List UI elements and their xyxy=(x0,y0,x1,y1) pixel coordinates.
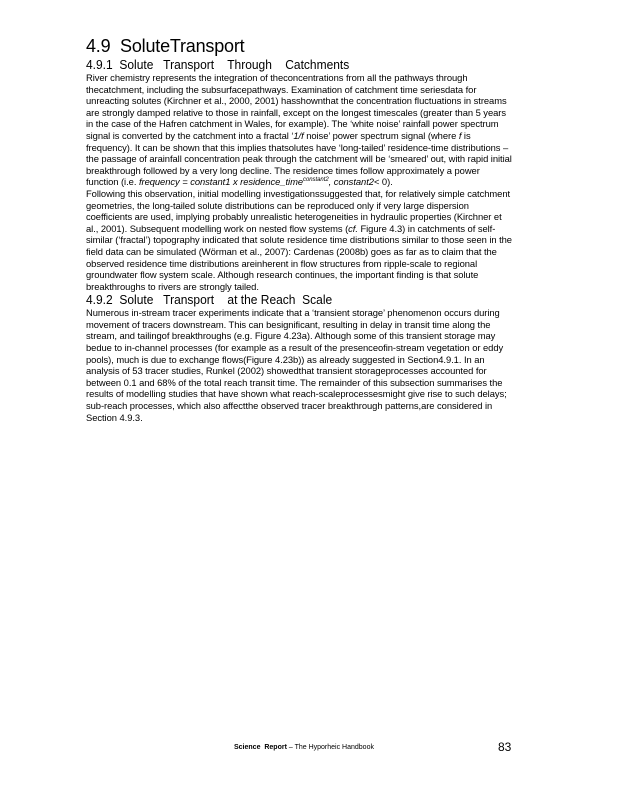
content xyxy=(86,36,514,423)
page-number: 83 xyxy=(498,740,512,754)
footer xyxy=(234,744,374,751)
section-title: SoluteTransport xyxy=(120,36,245,56)
subsection-title: Solute Transport Through Catchments xyxy=(119,57,350,73)
section-number: 4.9 xyxy=(86,36,111,56)
paragraph-1: River chemistry represents the integration of theconcentrations from all the pathways through thecatchment, including the subsurfacepathways. Examination of catchment time seriesdata for unreacting solutes (Kirchner et al., 2000, 2001) hasshownthat the concentration fluctuations in streams are strongly damped relative to those in rainfall, except on the longest timescales (greater than 5 years in the case of the Hafren catchment in Wales, for example). The ‘white noise’ rainfall power spectrum signal is converted by the catchment into a fractal ‘1/f noise’ power spectrum signal (where f is frequency). It can be shown that this implies thatsolutes have ‘long-tailed’ residence-time distributions – the passage of arainfall concentration peak through the catchment will be ‘smeared’ out, with rapid initial breakthrough followed by a very long decline. The residence times follow approximately a power function (i.e. frequency = constant1 x residence_time$^{constant2}$, constant2< 0). xyxy=(86,72,512,188)
subsection-heading-2 xyxy=(86,292,514,308)
paragraph-2: Following this observation, initial modelling investigationssuggested that, for relatively simple catchment geometries, the long-tailed solute distributions can be reproduced only if very large dispersion coefficients are used, implying probably unrealistic heterogeneities in hydraulic properties (Kirchner et al., 2001). Subsequent modelling work on nested flow systems (cf. Figure 4.3) in catchments of self-similar (‘fractal’) topography indicated that solute residence time distributions similar to those seen in the field data can be simulated (Wörman et al., 2007): Cardenas (2008b) goes as far as to claim that the observed residence time distributions areinherent in flow structures from ripple-scale to regional groundwater flow system scale. Although research continues, the important finding is that solute breakthroughs to rivers are strongly tailed. xyxy=(86,187,512,292)
section-heading xyxy=(86,36,514,57)
subsection-title: Solute Transport at the Reach Scale xyxy=(119,292,333,308)
subsection-number: 4.9.2 xyxy=(86,292,113,308)
subsection-heading-1 xyxy=(86,57,514,73)
footer-text: – The Hyporheic Handbook xyxy=(286,744,374,751)
subsection-number: 4.9.1 xyxy=(86,57,113,73)
footer-bold: Science Report xyxy=(234,744,287,751)
paragraph-3: Numerous in-stream tracer experiments indicate that a ‘transient storage’ phenomenon occurs during movement of tracers downstream. This can besignificant, resulting in delay in transit time along the stream, and tailingof breakthroughs (e.g. Figure 4.23a). Although some of this transient storage may bedue to in-channel processes (for example as a result of the presenceofin-stream vegetation or eddy pools), much is due to exchange flows(Figure 4.23b)) as already suggested in Section4.9.1. In an analysis of 53 tracer studies, Runkel (2002) showedthat transient storageprocesses accounted for between 0.1 and 68% of the total reach transit time. The remainder of this subsection summarises the results of modelling studies that have shown what reach-scaleprocessesmight give rise to such delays; sub-reach processes, which also affectthe observed tracer breakthrough patterns,are considered in Section 4.9.3. xyxy=(86,307,507,423)
